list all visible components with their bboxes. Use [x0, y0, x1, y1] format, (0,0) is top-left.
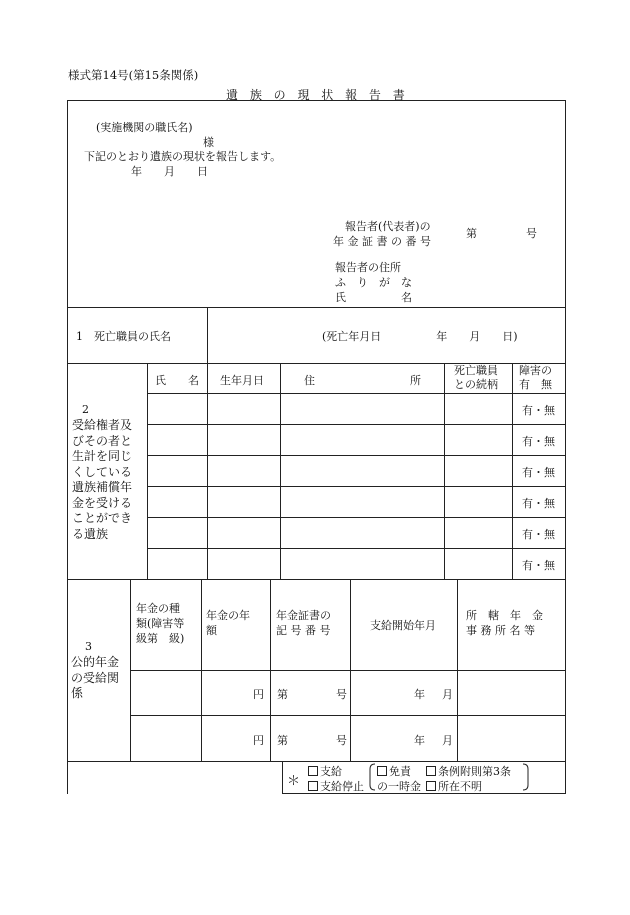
honorific: 様	[203, 136, 214, 149]
survivor-label-num: 2	[82, 403, 89, 416]
disability-cell: 有・無	[522, 435, 555, 448]
asterisk: ＊	[287, 774, 301, 789]
survivor-label: 受給権者及 びその者と 生計を同じ くしている 遺族補償年 金を受ける ことができ る遺族	[72, 418, 133, 541]
disability-cell: 有・無	[522, 497, 555, 510]
checkbox-icon[interactable]	[308, 781, 318, 791]
disability-cell: 有・無	[522, 404, 555, 417]
col-start-date-header: 支給開始年月	[370, 619, 436, 632]
institution-label: (実施機関の職氏名)	[96, 121, 193, 134]
col-address-header-2: 所	[410, 374, 421, 387]
col-relation-header: 死亡職員 との続柄	[454, 364, 498, 391]
col-office-header: 所 轄 年 金 事 務 所 名 等	[466, 609, 543, 637]
checkbox-icon[interactable]	[308, 766, 318, 776]
form-number: 様式第14号(第15条関係)	[68, 68, 199, 82]
bracket-left-icon	[368, 763, 376, 791]
checkbox-icon[interactable]	[377, 766, 387, 776]
checkbox-icon[interactable]	[426, 781, 436, 791]
cert-dai: 第	[277, 688, 288, 701]
col-name-header: 氏 名	[155, 374, 199, 387]
disability-cell: 有・無	[522, 528, 555, 541]
pension-relation-label: 公的年金 の受給関 係	[71, 655, 120, 700]
death-date-label: (死亡年月日 年 月 日)	[322, 330, 518, 343]
checkbox-icon[interactable]	[426, 766, 436, 776]
opt-whereabouts-unknown[interactable]: 所在不明	[426, 778, 482, 794]
start-year: 年	[414, 734, 425, 747]
cert-dai: 第	[277, 734, 288, 747]
pension-relation-label-num: 3	[85, 640, 92, 653]
opt-supplementary[interactable]: 条例附則第3条	[426, 763, 511, 779]
yen-unit: 円	[253, 688, 264, 701]
col-annual-amount-header: 年金の年 額	[206, 609, 250, 637]
col-birth-header: 生年月日	[220, 374, 264, 387]
col-disability-header: 障害の 有 無	[519, 364, 552, 391]
report-statement: 下記のとおり遺族の現状を報告します。	[84, 150, 282, 163]
cert-go: 号	[336, 734, 347, 747]
opt-payment-stop[interactable]: 支給停止	[308, 778, 364, 794]
start-month: 月	[442, 688, 453, 701]
pension-dai: 第	[466, 227, 477, 240]
reporter-address-label: 報告者の住所	[335, 261, 401, 274]
report-date: 年 月 日	[131, 165, 208, 178]
bracket-right-icon	[522, 763, 530, 791]
start-year: 年	[414, 688, 425, 701]
col-address-header-1: 住	[304, 374, 315, 387]
disability-cell: 有・無	[522, 559, 555, 572]
reporter-name-label: 氏 名	[335, 291, 412, 304]
cert-go: 号	[336, 688, 347, 701]
pension-label-2: 年 金 証 書 の 番 号	[333, 235, 431, 248]
page-title: 遺 族 の 現 状 報 告 書	[226, 88, 409, 102]
col-pension-type-header: 年金の種 類(障害等 級第 級)	[136, 602, 185, 645]
start-month: 月	[442, 734, 453, 747]
disability-cell: 有・無	[522, 466, 555, 479]
reporter-furigana-label: ふ り が な	[335, 276, 412, 289]
deceased-name-label: 1 死亡職員の氏名	[76, 330, 171, 343]
opt-payment[interactable]: 支給	[308, 763, 342, 779]
opt-exemption[interactable]: 免責	[377, 763, 411, 779]
lump-sum-label: の一時金	[377, 780, 421, 793]
yen-unit: 円	[253, 734, 264, 747]
col-cert-number-header: 年金証書の 記 号 番 号	[276, 609, 331, 637]
pension-go: 号	[526, 227, 537, 240]
pension-label-1: 報告者(代表者)の	[345, 220, 431, 233]
